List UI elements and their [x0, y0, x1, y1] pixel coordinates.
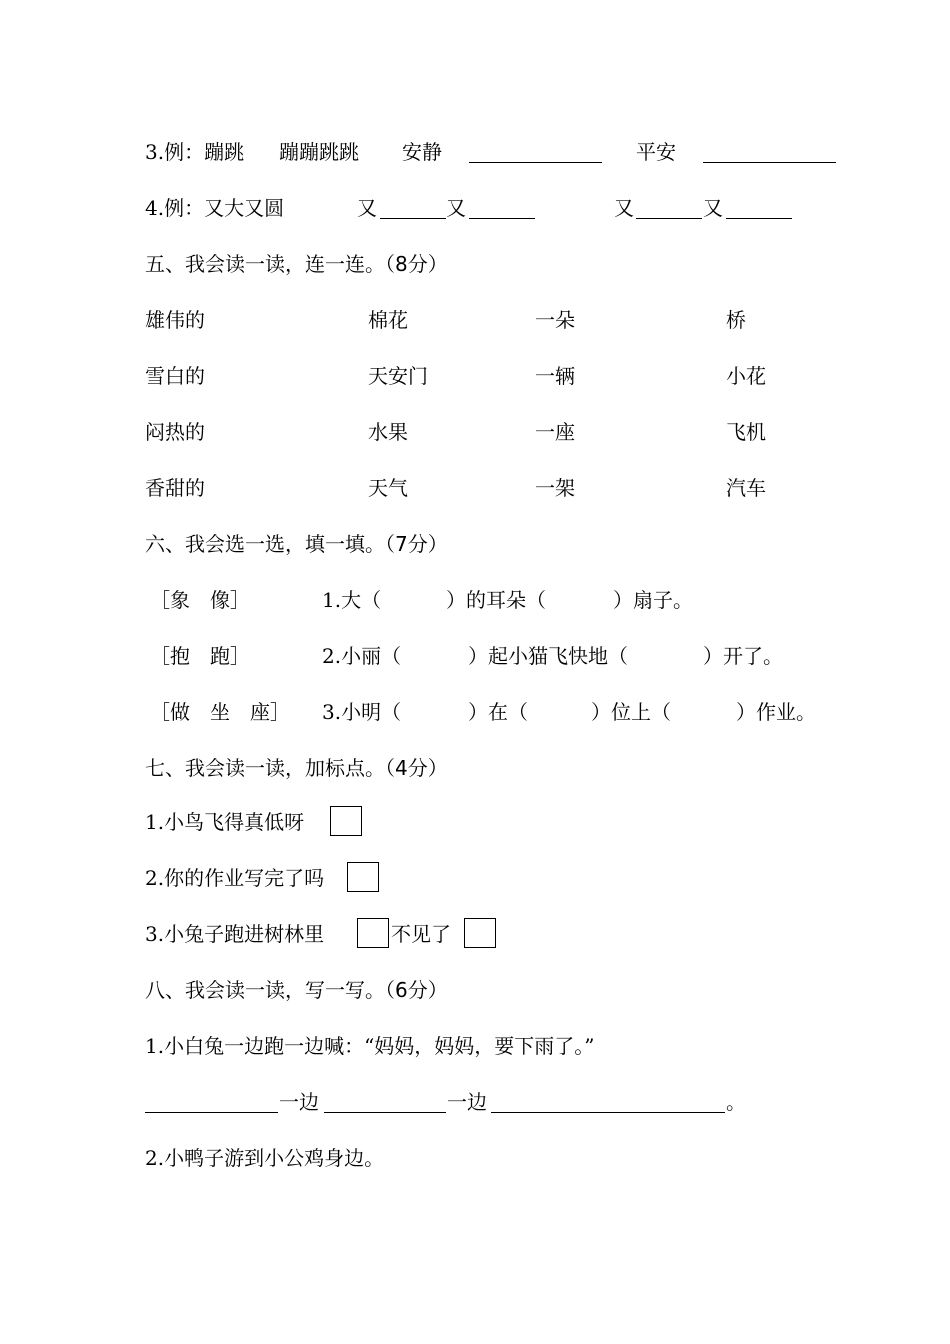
- punct-box-2[interactable]: [347, 862, 379, 892]
- punct-q2: 2.你的作业写完了吗: [145, 866, 325, 890]
- punct-box-1[interactable]: [330, 806, 362, 836]
- match-c3-0: 一朵: [535, 308, 575, 332]
- punct-q3b: 不见了: [391, 922, 451, 946]
- fill-3-c: ）位上（: [591, 700, 671, 724]
- item-3-word2: 平安: [636, 140, 676, 164]
- punct-box-4[interactable]: [464, 918, 496, 948]
- item-4-you-1: 又: [357, 196, 377, 220]
- match-c4-0: 桥: [726, 308, 746, 332]
- match-c2-3: 天气: [368, 476, 408, 500]
- fill-1-a: 1.大（: [322, 588, 382, 612]
- item-4-you-4: 又: [703, 196, 723, 220]
- match-c3-1: 一辆: [535, 364, 575, 388]
- punct-box-3[interactable]: [357, 918, 389, 948]
- match-c3-3: 一架: [535, 476, 575, 500]
- punct-q1: 1.小鸟飞得真低呀: [145, 810, 305, 834]
- write-blank-3[interactable]: [491, 1092, 725, 1113]
- write-period: 。: [726, 1090, 746, 1114]
- section-7-title: 七、我会读一读，加标点。（4分）: [145, 756, 448, 780]
- fill-1-c: ）扇子。: [613, 588, 693, 612]
- write-blank-2[interactable]: [324, 1092, 446, 1113]
- fill-1-b: ）的耳朵（: [446, 588, 546, 612]
- match-c1-2: 闷热的: [145, 420, 205, 444]
- match-c1-1: 雪白的: [145, 364, 205, 388]
- match-c1-3: 香甜的: [145, 476, 205, 500]
- item-3-label: 3.例：蹦跳: [145, 140, 245, 164]
- item-4-label: 4.例：又大又圆: [145, 196, 285, 220]
- write-biany-2: 一边: [447, 1090, 487, 1114]
- section-5-title: 五、我会读一读，连一连。（8分）: [145, 252, 448, 276]
- match-c4-2: 飞机: [726, 420, 766, 444]
- write-blank-1[interactable]: [145, 1092, 278, 1113]
- blank-3-2[interactable]: [703, 142, 836, 163]
- choices-1: ［象 像］: [150, 588, 250, 612]
- blank-3-1[interactable]: [469, 142, 602, 163]
- item-3: [145, 140, 244, 164]
- match-c2-0: 棉花: [368, 308, 408, 332]
- item-4-you-2: 又: [446, 196, 466, 220]
- fill-2-a: 2.小丽（: [322, 644, 402, 668]
- choices-2: ［抱 跑］: [150, 644, 250, 668]
- blank-4-4[interactable]: [726, 198, 792, 219]
- match-c3-2: 一座: [535, 420, 575, 444]
- match-c2-1: 天安门: [368, 364, 428, 388]
- write-biany-1: 一边: [279, 1090, 319, 1114]
- item-3-word1: 安静: [402, 140, 442, 164]
- item-4-you-3: 又: [614, 196, 634, 220]
- section-6-title: 六、我会选一选，填一填。（7分）: [145, 532, 448, 556]
- punct-q3a: 3.小兔子跑进树林里: [145, 922, 325, 946]
- blank-4-2[interactable]: [469, 198, 535, 219]
- fill-2-b: ）起小猫飞快地（: [468, 644, 628, 668]
- item-3-example: 蹦蹦跳跳: [279, 140, 359, 164]
- fill-3-d: ）作业。: [736, 700, 816, 724]
- section-8-title: 八、我会读一读，写一写。（6分）: [145, 978, 448, 1002]
- fill-3-b: ）在（: [468, 700, 528, 724]
- blank-4-1[interactable]: [380, 198, 446, 219]
- blank-4-3[interactable]: [636, 198, 702, 219]
- write-q2: 2.小鸭子游到小公鸡身边。: [145, 1146, 385, 1170]
- write-q1: 1.小白兔一边跑一边喊：“妈妈，妈妈，要下雨了。”: [145, 1034, 595, 1058]
- fill-3-a: 3.小明（: [322, 700, 402, 724]
- choices-3: ［做 坐 座］: [150, 700, 290, 724]
- match-c4-3: 汽车: [726, 476, 766, 500]
- match-c2-2: 水果: [368, 420, 408, 444]
- fill-2-c: ）开了。: [703, 644, 783, 668]
- match-c4-1: 小花: [726, 364, 766, 388]
- match-c1-0: 雄伟的: [145, 308, 205, 332]
